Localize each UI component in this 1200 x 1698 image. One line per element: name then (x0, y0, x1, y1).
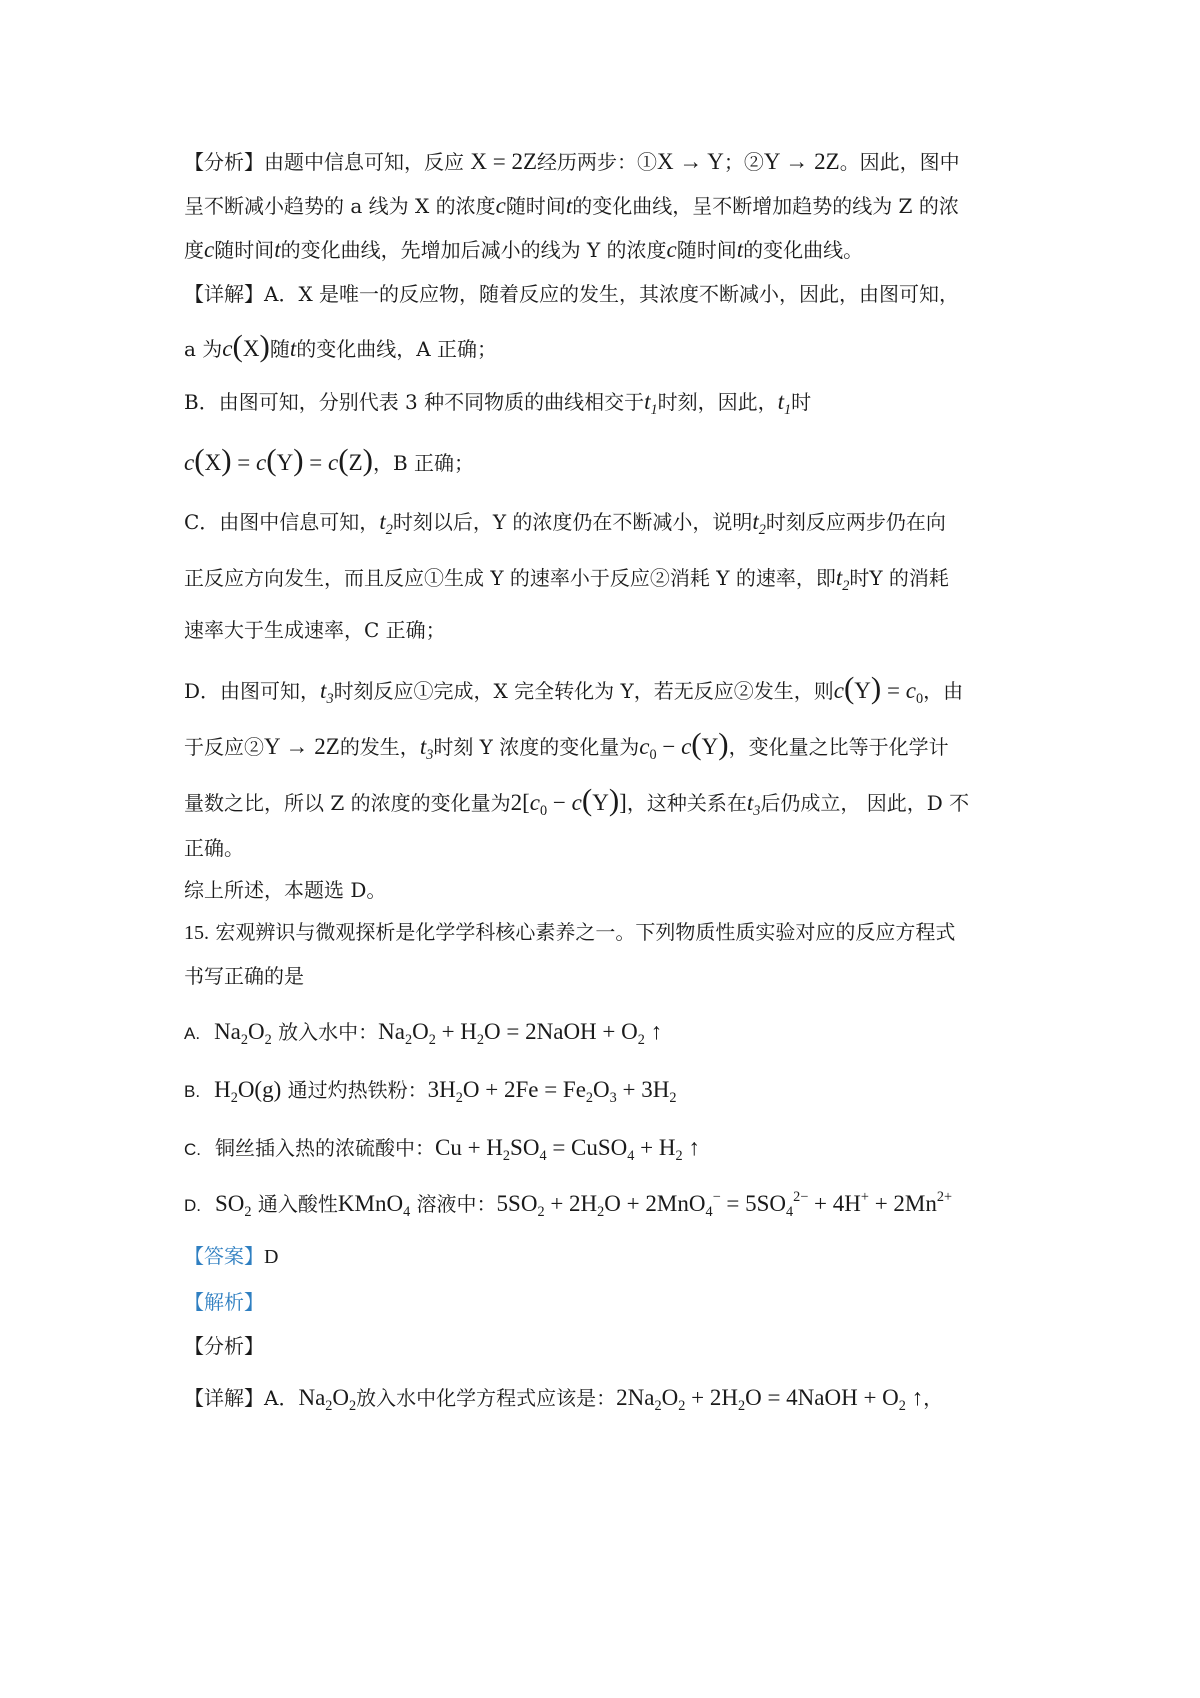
detail-line-c2: 正反应方向发生，而且反应①生成 Y 的速率小于反应②消耗 Y 的速率，即$t_2$时Y 的消耗 (184, 565, 949, 594)
option-a: A. $Na_2O_2$ 放入水中：$Na_2O_2 + H_2O$ = 2NaOH + $O_2$ ↑ (184, 1019, 663, 1048)
formula: X → Y (657, 149, 724, 174)
answer-tag: 【答案】 (184, 1244, 264, 1268)
detail-line-d4: 正确。 (184, 836, 244, 860)
detail-line-d1: D．由图可知，$t_3$时刻反应①完成，X 完全转化为 Y，若无反应②发生，则$c(Y) = c_0$，由 (184, 670, 964, 707)
analysis2-tag-line (184, 1336, 264, 1356)
analysis-line-1: 【分析】由题中信息可知，反应 X = 2Z经历两步：①X → Y；②Y → 2Z。因此，图中 (184, 149, 960, 174)
formula: X = 2Z (470, 149, 537, 174)
equation: $Na_2O_2 + H_2O$ = 2NaOH + $O_2$ ↑ (378, 1019, 663, 1048)
equation: $2Na_2O_2 + 2H_2O$ = 4NaOH + $O_2$ ↑ (616, 1385, 924, 1414)
formula: Y → 2Z (763, 149, 840, 174)
answer-line (184, 1246, 278, 1267)
equation: $Cu + H_2SO_4$ = CuSO$_4$ + $H_2$ ↑ (435, 1135, 700, 1164)
detail-tag: 【详解】 (184, 282, 264, 306)
var-c: c (495, 193, 506, 218)
answer-value: D (264, 1246, 279, 1268)
analysis-line-2: 呈不断减小趋势的 a 线为 X 的浓度c随时间t的变化曲线，呈不断增加趋势的线为 Z 的浓 (184, 193, 959, 218)
question-15-stem: 15. 宏观辨识与微观探析是化学学科核心素养之一。下列物质性质实验对应的反应方程式 (184, 920, 956, 944)
detail-line-c3: 速率大于生成速率，C 正确； (184, 618, 446, 642)
detail-line-d2: 于反应②Y → 2Z的发生，$t_3$时刻 Y 浓度的变化量为$c_0 - c(Y)$，变化量之比等于化学计 (184, 726, 949, 763)
option-d: D. $SO_2$ 通入酸性KMnO$_4$ 溶液中：$5SO_2 + 2H_2O + 2MnO_4^- = 5SO_4^{2-} + 4H^+ + 2Mn^{2+}$ (184, 1189, 953, 1220)
option-b: B. $H_2O(g)$ 通过灼热铁粉：$3H_2O + 2Fe = Fe_2O_3 + 3H_2$ (184, 1077, 677, 1106)
option-c: C. 铜丝插入热的浓硫酸中：$Cu + H_2SO_4$ = CuSO$_4$ + $H_2$ ↑ (184, 1135, 700, 1164)
analysis-tag: 【分析】 (184, 150, 264, 174)
analysis-tag-line (184, 1292, 264, 1312)
detail-line-b2: c(X) = c(Y) = c(Z)，B 正确； (184, 442, 475, 477)
detail2-line: 【详解】A．$Na_2O_2$放入水中化学方程式应该是：$2Na_2O_2 + 2H_2O$ = 4NaOH + $O_2$ ↑， (184, 1385, 944, 1414)
formula: $c(Y) = c_0$ (833, 670, 924, 707)
detail-line-a2: a 为c(X)随t的变化曲线，A 正确； (184, 328, 498, 363)
formula: c(X) = c(Y) = c(Z) (184, 442, 373, 477)
var-t: t (565, 193, 573, 218)
detail-line-c1: C．由图中信息可知，$t_2$时刻以后，Y 的浓度仍在不断减小，说明$t_2$时刻反应两步仍在向 (184, 509, 946, 538)
question-number: 15. (184, 922, 209, 944)
analysis-tag-blue: 【解析】 (184, 1290, 264, 1314)
question-15-stem-2: 书写正确的是 (184, 964, 304, 988)
detail-line-a1: 【详解】A．X 是唯一的反应物，随着反应的发生，其浓度不断减小，因此，由图可知， (184, 282, 960, 306)
detail-line-d3: 量数之比，所以 Z 的浓度的变化量为$2[c_0 - c(Y)]$，这种关系在$t_3$后仍成立， 因此，D 不 (184, 782, 970, 819)
analysis-line-3: 度c随时间t的变化曲线，先增加后减小的线为 Y 的浓度c随时间t的变化曲线。 (184, 237, 864, 262)
formula: c(X) (222, 328, 270, 363)
analysis-tag-2: 【分析】 (184, 1334, 264, 1358)
detail-line-b1: B．由图可知，分别代表 3 种不同物质的曲线相交于$t_1$时刻，因此，$t_1$时 (184, 389, 812, 418)
equation: $5SO_2 + 2H_2O + 2MnO_4^- = 5SO_4^{2-} + 4H^+ + 2Mn^{2+}$ (496, 1189, 953, 1220)
equation: $3H_2O + 2Fe = Fe_2O_3 + 3H_2$ (427, 1077, 677, 1106)
summary: 综上所述，本题选 D。 (184, 878, 387, 902)
